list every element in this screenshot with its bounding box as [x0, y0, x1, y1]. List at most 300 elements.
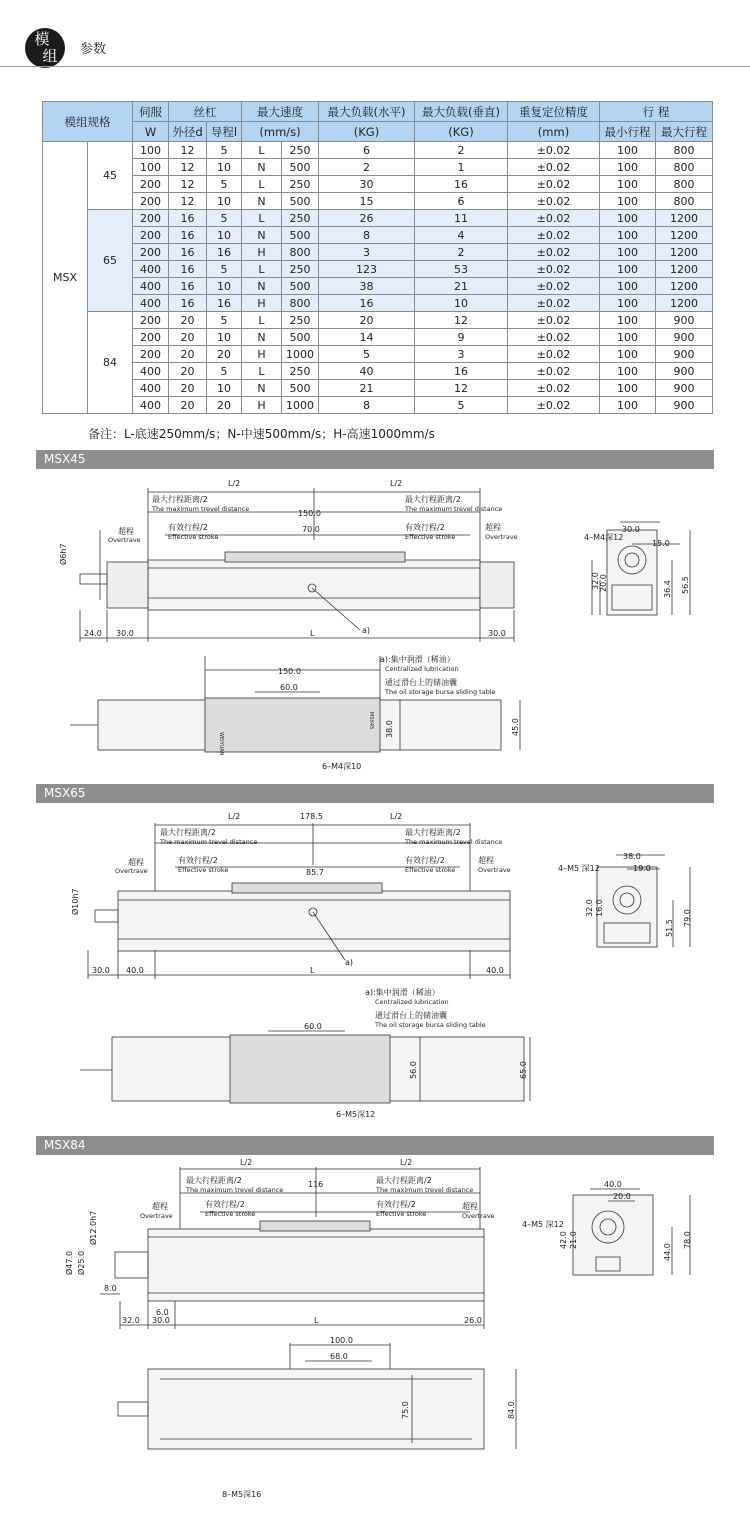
msx84-over-en-r: Overtrave: [462, 1212, 495, 1220]
table-cell: 400: [133, 397, 169, 414]
msx84-eff-cn: 有效行程/2: [205, 1200, 245, 1209]
table-cell: 38: [319, 278, 415, 295]
table-cell: 500: [282, 227, 319, 244]
table-cell: 200: [133, 312, 169, 329]
header-load-v: 最大负载(垂直): [415, 102, 508, 122]
msx45-end-h32: 32.0: [591, 572, 600, 590]
header-repeat: 重复定位精度: [508, 102, 600, 122]
table-row: [43, 363, 713, 380]
table-cell: ±0.02: [508, 329, 600, 346]
msx84-dim8: 8.0: [104, 1284, 117, 1293]
table-cell: 5: [207, 210, 242, 227]
msx65-plan-holes: 6–M5深12: [336, 1110, 376, 1119]
table-cell: 10: [207, 227, 242, 244]
table-cell: 12: [169, 159, 207, 176]
table-cell: 250: [282, 261, 319, 278]
table-cell: 6: [319, 142, 415, 159]
msx45-drawing: [0, 470, 750, 770]
table-cell: N: [242, 159, 282, 176]
msx65-dim-857: 85.7: [306, 868, 324, 877]
table-cell: 500: [282, 278, 319, 295]
msx45-half-l-left: L/2: [228, 479, 241, 488]
table-cell: 14: [319, 329, 415, 346]
table-cell: 26: [319, 210, 415, 227]
table-cell: 400: [133, 261, 169, 278]
msx65-left2: 40.0: [126, 966, 144, 975]
header-module: 模组规格: [43, 102, 133, 142]
msx84-plan-h75: 75.0: [401, 1401, 410, 1419]
msx45-eff-en-r: Effective stroke: [405, 533, 456, 541]
msx45-oil-en: The oil storage bursa sliding table: [385, 688, 496, 696]
msx65-end-h79: 79.0: [683, 909, 692, 927]
size-cell: 84: [88, 312, 133, 414]
msx65-lube-en: Centralized lubrication: [375, 998, 449, 1006]
msx84-plan-68: 68.0: [330, 1352, 348, 1361]
table-cell: 16: [169, 261, 207, 278]
msx84-max-travel-cn-r: 最大行程距离/2: [376, 1176, 432, 1185]
table-cell: 40: [319, 363, 415, 380]
table-cell: 250: [282, 142, 319, 159]
table-row: [43, 227, 713, 244]
table-cell: 100: [600, 295, 656, 312]
table-cell: 4: [415, 227, 508, 244]
msx65-max-travel-cn-r: 最大行程距离/2: [405, 828, 461, 837]
table-row: [43, 278, 713, 295]
msx65-lube-cn: a):集中润滑（稀油）: [365, 988, 440, 997]
table-cell: 16: [415, 363, 508, 380]
table-cell: 16: [169, 227, 207, 244]
msx45-plan-brand: WEIYUAN: [218, 732, 224, 756]
msx84-eff-cn-r: 有效行程/2: [376, 1200, 416, 1209]
table-cell: ±0.02: [508, 193, 600, 210]
header-stroke-min: 最小行程: [600, 122, 656, 142]
table-cell: 200: [133, 346, 169, 363]
table-cell: 500: [282, 159, 319, 176]
table-cell: 800: [656, 159, 713, 176]
msx65-over-en: Overtrave: [115, 867, 148, 875]
table-cell: 12: [169, 176, 207, 193]
msx45-lube-en: Centralized lubrication: [385, 665, 459, 673]
table-cell: 500: [282, 380, 319, 397]
table-row: [43, 346, 713, 363]
table-cell: 5: [207, 312, 242, 329]
msx65-eff-cn: 有效行程/2: [178, 856, 218, 865]
table-cell: 900: [656, 312, 713, 329]
series-cell: MSX: [43, 142, 88, 414]
table-cell: 12: [415, 380, 508, 397]
msx65-over-cn: 超程: [128, 858, 144, 867]
table-cell: 100: [600, 346, 656, 363]
table-cell: 1200: [656, 261, 713, 278]
module-logo: [25, 28, 65, 68]
table-cell: ±0.02: [508, 346, 600, 363]
table-row: [43, 380, 713, 397]
msx45-max-travel-en-r: The maximum trevel distance: [405, 505, 503, 513]
msx84-max-travel-cn: 最大行程距离/2: [186, 1176, 242, 1185]
table-cell: 900: [656, 329, 713, 346]
table-cell: 20: [169, 312, 207, 329]
table-cell: 11: [415, 210, 508, 227]
msx45-plan-h45: 45.0: [511, 718, 520, 736]
table-cell: 900: [656, 346, 713, 363]
msx45-plan-h38: 38.0: [385, 720, 394, 738]
header-load-h-unit: (KG): [319, 122, 415, 142]
table-cell: 400: [133, 278, 169, 295]
msx84-end-holes: 4–M5 深12: [522, 1220, 564, 1229]
table-cell: 100: [600, 176, 656, 193]
msx45-plan-150: 150.0: [278, 667, 301, 676]
table-cell: 15: [319, 193, 415, 210]
table-cell: 16: [207, 295, 242, 312]
table-cell: N: [242, 329, 282, 346]
msx45-lube-cn: a):集中润滑（稀油）: [380, 655, 455, 664]
table-cell: 800: [656, 176, 713, 193]
msx45-shaft: Ø6h7: [59, 543, 68, 565]
msx45-over-cn-r: 超程: [485, 523, 501, 532]
msx65-l: L: [310, 966, 315, 975]
msx84-eff-en: Effective stroke: [205, 1210, 256, 1218]
table-cell: ±0.02: [508, 142, 600, 159]
table-cell: 20: [169, 329, 207, 346]
msx84-left2: 30.0: [152, 1316, 170, 1325]
msx65-oil-en: The oil storage bursa sliding table: [375, 1021, 486, 1029]
table-cell: ±0.02: [508, 312, 600, 329]
msx45-left1: 24.0: [84, 629, 102, 638]
msx45-eff-cn: 有效行程/2: [168, 523, 208, 532]
msx65-eff-en: Effective stroke: [178, 866, 229, 874]
table-cell: 16: [207, 244, 242, 261]
size-cell: 45: [88, 142, 133, 210]
header-screw-l: 导程l: [207, 122, 242, 142]
table-cell: ±0.02: [508, 244, 600, 261]
table-cell: 20: [207, 397, 242, 414]
table-cell: 10: [207, 278, 242, 295]
table-cell: ±0.02: [508, 159, 600, 176]
table-cell: 10: [207, 380, 242, 397]
header-load-v-unit: (KG): [415, 122, 508, 142]
table-row: [43, 261, 713, 278]
msx84-shaft12: Ø12.0h7: [89, 1210, 98, 1245]
table-cell: 100: [600, 397, 656, 414]
table-row: [43, 159, 713, 176]
msx65-plan-h65: 65.0: [519, 1061, 528, 1079]
table-cell: 200: [133, 329, 169, 346]
table-cell: 100: [600, 244, 656, 261]
msx84-dim-116: 116: [308, 1180, 324, 1189]
msx65-end-w38: 38.0: [623, 852, 641, 861]
table-cell: 10: [207, 193, 242, 210]
msx65-max-travel-en-r: The maximum trevel distance: [405, 838, 503, 846]
header-load-h: 最大负载(水平): [319, 102, 415, 122]
msx65-end-w19: 19.0: [633, 864, 651, 873]
header-servo-w: W: [133, 122, 169, 142]
msx65-right: 40.0: [486, 966, 504, 975]
msx45-right: 30.0: [488, 629, 506, 638]
table-cell: L: [242, 312, 282, 329]
msx84-max-travel-en: The maximum trevel distance: [186, 1186, 284, 1194]
msx84-half-l-left: L/2: [240, 1158, 253, 1167]
msx84-plan-100: 100.0: [330, 1336, 353, 1345]
table-cell: 200: [133, 176, 169, 193]
msx84-shaft25: Ø25.0: [77, 1250, 86, 1275]
msx84-end-w40: 40.0: [604, 1180, 622, 1189]
msx45-a-marker: a): [362, 626, 371, 635]
header-repeat-unit: (mm): [508, 122, 600, 142]
table-row: [43, 176, 713, 193]
table-cell: 20: [319, 312, 415, 329]
table-cell: H: [242, 295, 282, 312]
table-cell: L: [242, 210, 282, 227]
msx45-oil-cn: 通过滑台上的储油囊: [385, 678, 457, 687]
msx65-drawing: [0, 805, 750, 1135]
table-cell: N: [242, 193, 282, 210]
msx65-half-l-left: L/2: [228, 812, 241, 821]
spec-table-body: [43, 142, 713, 414]
msx65-over-en-r: Overtrave: [478, 866, 511, 874]
table-cell: 20: [169, 363, 207, 380]
header-servo: 伺服: [133, 102, 169, 122]
table-cell: 250: [282, 363, 319, 380]
msx45-left2: 30.0: [116, 629, 134, 638]
table-cell: ±0.02: [508, 176, 600, 193]
msx84-end-w20: 20.0: [613, 1192, 631, 1201]
table-cell: 20: [207, 346, 242, 363]
table-cell: 20: [169, 346, 207, 363]
table-cell: H: [242, 244, 282, 261]
table-cell: L: [242, 142, 282, 159]
msx45-end-h565: 56.5: [681, 576, 690, 594]
table-cell: 10: [207, 159, 242, 176]
section-bar-msx65: MSX65: [36, 784, 714, 803]
table-cell: 20: [169, 380, 207, 397]
spec-table: [42, 101, 713, 414]
table-cell: 100: [600, 261, 656, 278]
table-cell: 5: [319, 346, 415, 363]
table-cell: 250: [282, 176, 319, 193]
table-cell: 200: [133, 193, 169, 210]
section-bar-msx45: MSX45: [36, 450, 714, 469]
table-cell: ±0.02: [508, 210, 600, 227]
table-cell: 5: [207, 176, 242, 193]
table-cell: 900: [656, 363, 713, 380]
header-divider: [0, 66, 750, 67]
table-cell: 6: [415, 193, 508, 210]
msx45-end-h364: 36.4: [663, 580, 672, 598]
msx84-drawing: [0, 1157, 750, 1507]
msx45-eff-en: Effective stroke: [168, 533, 219, 541]
table-cell: 21: [415, 278, 508, 295]
msx65-plan-60: 60.0: [304, 1022, 322, 1031]
msx65-shaft: Ø10h7: [71, 888, 80, 915]
table-cell: L: [242, 261, 282, 278]
table-cell: 100: [133, 159, 169, 176]
table-cell: 1: [415, 159, 508, 176]
table-cell: ±0.02: [508, 227, 600, 244]
table-cell: 500: [282, 193, 319, 210]
table-row: [43, 210, 713, 227]
table-cell: N: [242, 278, 282, 295]
table-cell: 16: [169, 278, 207, 295]
table-cell: ±0.02: [508, 278, 600, 295]
table-cell: L: [242, 176, 282, 193]
logo-char-bottom: 组: [42, 47, 58, 65]
msx84-right: 26.0: [464, 1316, 482, 1325]
table-cell: 8: [319, 227, 415, 244]
table-cell: 3: [319, 244, 415, 261]
table-cell: 5: [207, 261, 242, 278]
table-cell: 100: [600, 227, 656, 244]
msx65-dim-1785: 178.5: [300, 812, 323, 821]
msx65-a-marker: a): [345, 958, 354, 967]
msx65-end-h515: 51.5: [665, 919, 674, 937]
table-cell: 2: [415, 142, 508, 159]
table-cell: 100: [600, 312, 656, 329]
table-cell: 5: [415, 397, 508, 414]
table-cell: 10: [207, 329, 242, 346]
table-cell: 20: [169, 397, 207, 414]
msx45-plan-model: MSX45: [368, 712, 374, 730]
msx45-end-holes: 4–M4深12: [584, 533, 624, 542]
table-cell: L: [242, 363, 282, 380]
table-cell: 400: [133, 295, 169, 312]
table-cell: 10: [415, 295, 508, 312]
table-cell: 200: [133, 227, 169, 244]
msx65-left1: 30.0: [92, 966, 110, 975]
table-cell: 5: [207, 142, 242, 159]
table-cell: ±0.02: [508, 295, 600, 312]
table-cell: 1200: [656, 210, 713, 227]
table-cell: 16: [319, 295, 415, 312]
msx84-over-cn: 超程: [152, 1202, 168, 1211]
table-cell: 8: [319, 397, 415, 414]
header-screw-d: 外径d: [169, 122, 207, 142]
table-cell: 100: [600, 159, 656, 176]
msx84-half-l-right: L/2: [400, 1158, 413, 1167]
msx65-end-h32: 32.0: [585, 899, 594, 917]
msx84-max-travel-en-r: The maximum trevel distance: [376, 1186, 474, 1194]
table-cell: 800: [656, 142, 713, 159]
table-cell: 12: [415, 312, 508, 329]
msx45-half-l-right: L/2: [390, 479, 403, 488]
table-cell: H: [242, 397, 282, 414]
table-cell: H: [242, 346, 282, 363]
table-cell: 100: [600, 329, 656, 346]
msx65-oil-cn: 通过滑台上的储油囊: [375, 1011, 447, 1020]
msx84-over-cn-r: 超程: [462, 1202, 478, 1211]
msx84-over-en: Overtrave: [140, 1212, 173, 1220]
table-cell: ±0.02: [508, 261, 600, 278]
msx65-over-cn-r: 超程: [478, 856, 494, 865]
msx45-l: L: [310, 629, 315, 638]
msx45-end-w15: 15.0: [652, 539, 670, 548]
msx65-eff-cn-r: 有效行程/2: [405, 856, 445, 865]
msx45-max-travel-cn: 最大行程距离/2: [152, 495, 208, 504]
table-cell: 900: [656, 397, 713, 414]
table-cell: 2: [319, 159, 415, 176]
table-cell: 200: [133, 210, 169, 227]
table-cell: ±0.02: [508, 397, 600, 414]
table-row: [43, 397, 713, 414]
msx84-l: L: [314, 1316, 319, 1325]
table-cell: 1000: [282, 397, 319, 414]
msx84-end-h21: 21.0: [569, 1231, 578, 1249]
msx45-dim-150: 150.0: [298, 509, 321, 518]
table-cell: 21: [319, 380, 415, 397]
table-row: [43, 142, 713, 159]
table-cell: 1200: [656, 278, 713, 295]
table-cell: 30: [319, 176, 415, 193]
table-cell: 1200: [656, 295, 713, 312]
table-cell: 1200: [656, 244, 713, 261]
msx65-plan-h56: 56.0: [409, 1061, 418, 1079]
msx84-eff-en-r: Effective stroke: [376, 1210, 427, 1218]
msx84-dim6: 6.0: [156, 1308, 169, 1317]
size-cell: 65: [88, 210, 133, 312]
table-cell: 250: [282, 210, 319, 227]
table-cell: 16: [169, 244, 207, 261]
msx84-end-h78: 78.0: [683, 1231, 692, 1249]
table-row: [43, 295, 713, 312]
table-cell: 16: [169, 210, 207, 227]
table-cell: 900: [656, 380, 713, 397]
table-row: [43, 329, 713, 346]
table-cell: 100: [600, 142, 656, 159]
table-row: [43, 244, 713, 261]
msx45-plan-holes: 6–M4深10: [322, 762, 362, 770]
table-cell: 1200: [656, 227, 713, 244]
msx45-dim-70: 70.0: [302, 525, 320, 534]
msx84-shaft47: Ø47.0: [65, 1250, 74, 1275]
section-bar-msx84: MSX84: [36, 1136, 714, 1155]
msx84-plan-h84: 84.0: [507, 1401, 516, 1419]
table-cell: 1000: [282, 346, 319, 363]
msx84-end-h44: 44.0: [663, 1243, 672, 1261]
table-cell: 100: [600, 210, 656, 227]
table-cell: N: [242, 380, 282, 397]
table-cell: 123: [319, 261, 415, 278]
table-cell: 16: [169, 295, 207, 312]
page-title: 参数: [80, 42, 107, 57]
msx65-end-h16: 16.0: [595, 899, 604, 917]
header-speed-unit: (mm/s): [242, 122, 319, 142]
table-cell: 500: [282, 329, 319, 346]
msx45-over-cn: 超程: [118, 527, 134, 536]
msx45-over-en-r: Overtrave: [485, 533, 518, 541]
table-cell: 250: [282, 312, 319, 329]
table-cell: 100: [133, 142, 169, 159]
table-cell: 200: [133, 244, 169, 261]
msx84-left1: 32.0: [122, 1316, 140, 1325]
msx45-eff-cn-r: 有效行程/2: [405, 523, 445, 532]
table-cell: N: [242, 227, 282, 244]
msx45-over-en: Overtrave: [108, 536, 141, 544]
table-row: [43, 312, 713, 329]
msx45-max-travel-en: The maximum trevel distance: [152, 505, 250, 513]
table-cell: ±0.02: [508, 380, 600, 397]
table-cell: 800: [656, 193, 713, 210]
table-cell: 100: [600, 278, 656, 295]
table-cell: 16: [415, 176, 508, 193]
table-cell: 3: [415, 346, 508, 363]
msx45-end-w30: 30.0: [622, 525, 640, 534]
table-cell: 800: [282, 295, 319, 312]
page-header: [0, 0, 750, 70]
table-cell: 12: [169, 142, 207, 159]
msx65-eff-en-r: Effective stroke: [405, 866, 456, 874]
table-cell: 100: [600, 193, 656, 210]
table-cell: 400: [133, 363, 169, 380]
header-screw: 丝杠: [169, 102, 242, 122]
